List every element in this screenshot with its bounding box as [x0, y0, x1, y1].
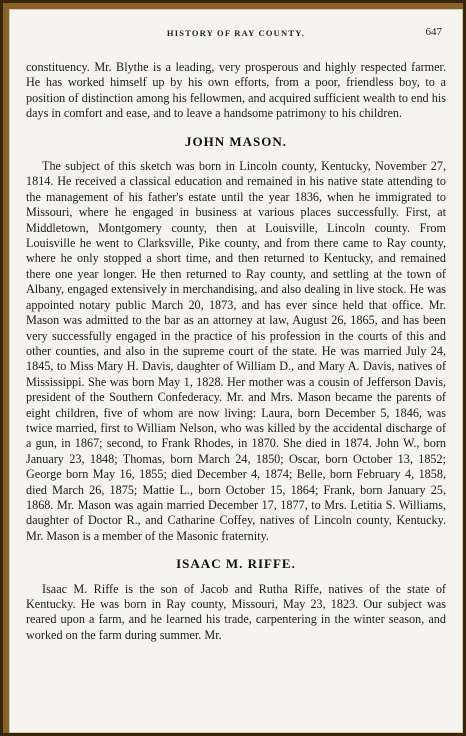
page-number: 647	[425, 26, 442, 38]
john-mason-paragraph: The subject of this sketch was born in Lincoln county, Kentucky, November 27, 1814. He received a classical education and remained in his native state attending to the management of his father's estate until the year 1836, when he immigrated to Missouri, where he engaged in business at various places successfully. First, at Middletown, Montgomery county, then at Louisville, Lincoln county. From Louisville he went to Clarksville, Pike county, and from there came to Ray county, where he only stopped a short time, and then returned to Kentucky, and remained there one year longer. He then returned to Ray county, and settling at the town of Albany, engaged extensively in merchandising, and also dealing in live stock. He was appointed notary public March 20, 1873, and has ever since held that office. Mr. Mason was admitted to the bar as an attorney at law, August 26, 1865, and has been very successfully engaged in the practice of his profession in the courts of this and other counties, and also in the supreme court of the state. He was married July 24, 1845, to Miss Mary H. Davis, daughter of William D., and Mary A. Davis, natives of Mississippi. She was born May 1, 1828. Her mother was a cousin of Jefferson Davis, president of the Southern Confederacy. Mr. and Mrs. Mason became the parents of eight children, five of whom are now living: Laura, born December 5, 1846, was twice married, first to William Nelson, who was killed by the accidental discharge of a gun, in 1867; second, to Frank Rhodes, in 1870. She died in 1874. John W., born January 23, 1848; Thomas, born March 24, 1850; Oscar, born October 13, 1852; George born May 16, 1855; died December 4, 1874; Belle, born February 4, 1858, died March 26, 1875; Mattie L., born October 15, 1864; Frank, born January 25, 1868. Mr. Mason was again married December 17, 1877, to Mrs. Letitia S. Williams, daughter of Doctor R., and Catharine Coffey, natives of Lincoln county, Kentucky. Mr. Mason is a member of the Masonic fraternity.	[26, 159, 446, 543]
page-header	[10, 28, 462, 44]
section-heading-isaac-riffe: ISAAC M. RIFFE.	[176, 556, 296, 572]
isaac-riffe-paragraph: Isaac M. Riffe is the son of Jacob and Rutha Riffe, natives of the state of Kentucky. He was born in Ray county, Missouri, May 23, 1823. Our subject was reared upon a farm, and he learned his trade, carpentering in the winter season, and worked on the farm during summer. Mr.	[26, 581, 446, 642]
book-page	[9, 9, 463, 733]
intro-paragraph: constituency. Mr. Blythe is a leading, very prosperous and highly respected farmer. He has worked himself up by his own efforts, from a poor, friendless boy, to a position of distinction among his fellowmen, and acquired sufficient wealth to end his days in comfort and ease, and to leave a handsome patrimony to his children.	[26, 60, 446, 121]
running-title: HISTORY OF RAY COUNTY.	[166, 28, 306, 38]
section-heading-john-mason: JOHN MASON.	[185, 133, 287, 149]
page-body	[26, 60, 446, 643]
